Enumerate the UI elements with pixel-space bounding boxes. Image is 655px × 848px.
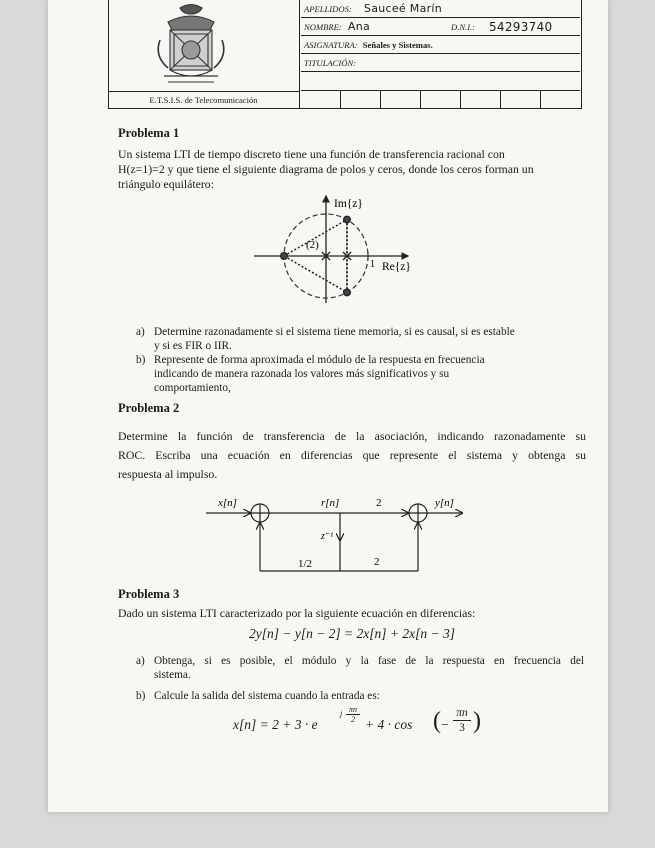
problem2-text	[118, 427, 586, 484]
problem1-item-b	[136, 353, 581, 397]
feedback-gain-label: 1/2	[298, 558, 313, 570]
problem1-title: Problema 1	[118, 126, 180, 140]
problem1-item-a	[136, 325, 581, 355]
equation-mid: + 4 · cos	[365, 717, 413, 732]
asignatura-row	[301, 36, 580, 54]
zero-marker	[281, 253, 288, 260]
pole-zero-diagram	[248, 188, 418, 308]
grade-box	[301, 91, 341, 108]
bottom-gain-label: 2	[374, 556, 380, 568]
titulacion-row	[301, 54, 580, 72]
zero-marker	[344, 216, 351, 223]
output-signal-label: y[n]	[435, 497, 454, 509]
problem3-intro: Dado un sistema LTI caracterizado por la siguiente ecuación en diferencias:	[118, 606, 476, 620]
item-text-line: sistema.	[154, 669, 191, 681]
item-text-line: Calcule la salida del sistema cuando la entrada es:	[154, 690, 380, 702]
apellidos-value: Sauceé Marín	[363, 2, 443, 15]
apellidos-row	[301, 0, 580, 18]
item-text-line: Determine razonadamente si el sistema tiene memoria, si es causal, si es estable	[154, 326, 515, 338]
problem1-intro-line: H(z=1)=2 y que tiene el siguiente diagrama de polos y ceros, donde los ceros forman un	[118, 162, 534, 176]
exam-sheet	[48, 0, 608, 812]
nombre-row	[301, 18, 580, 36]
dni-label: D.N.I.:	[451, 22, 476, 32]
delay-label: z⁻¹	[321, 531, 334, 542]
titulacion-label: TITULACIÓN:	[304, 58, 357, 68]
item-label: a)	[136, 655, 145, 667]
cos-denominator: 3	[459, 722, 465, 734]
zero-marker	[344, 289, 351, 296]
internal-signal-label: r[n]	[321, 497, 340, 509]
problem1-intro-line: triángulo equilátero:	[118, 177, 214, 191]
grade-boxes	[301, 91, 580, 108]
blank-row	[301, 72, 580, 91]
grade-box	[501, 91, 541, 108]
problem1-intro-line: Un sistema LTI de tiempo discreto tiene una función de transferencia racional con	[118, 147, 505, 161]
forward-gain-label: 2	[376, 497, 382, 509]
input-signal-equation	[233, 707, 493, 747]
asignatura-value: Señales y Sistemas.	[362, 40, 433, 50]
item-text-line: y si es FIR o IIR.	[154, 340, 232, 352]
exponent-numerator: πn	[346, 705, 360, 715]
item-label: a)	[136, 326, 145, 338]
apellidos-label: APELLIDOS:	[304, 4, 352, 14]
dni-value: 54293740	[489, 20, 553, 34]
problem2-title: Problema 2	[118, 401, 180, 415]
problem2-text-line: ROC. Escriba una ecuación en diferencias que represente el sistema y obtenga su	[118, 448, 586, 462]
pole-multiplicity-label: (2)	[306, 239, 319, 251]
problem2-text-line: Determine la función de transferencia de la asociación, indicando razonadamente su	[118, 429, 586, 443]
exponent-denominator: 2	[351, 715, 355, 724]
grade-box	[461, 91, 501, 108]
block-diagram	[198, 490, 478, 582]
item-text-line: Obtenga, si es posible, el módulo y la fase de la respuesta en frecuencia del	[154, 655, 584, 667]
close-paren: )	[473, 708, 481, 734]
cos-numerator: πn	[453, 707, 471, 721]
input-signal-label: x[n]	[218, 497, 237, 509]
problem2-text-line: respuesta al impulso.	[118, 467, 218, 481]
real-axis-label: Re{z}	[382, 261, 411, 273]
item-text-line: Represente de forma aproximada el módulo de la respuesta en frecuencia	[154, 354, 485, 366]
difference-equation: 2y[n] − y[n − 2] = 2x[n] + 2x[n − 3]	[248, 626, 456, 641]
open-paren: (	[433, 708, 441, 734]
problem1-intro	[118, 147, 588, 192]
grade-box	[421, 91, 461, 108]
asignatura-label: ASIGNATURA:	[304, 40, 358, 50]
imag-axis-label: Im{z}	[334, 198, 363, 210]
grade-box	[381, 91, 421, 108]
logo-cell	[108, 0, 300, 91]
problem3-title: Problema 3	[118, 587, 180, 601]
problem3-item-a	[136, 654, 586, 684]
institution-label: E.T.S.I.S. de Telecomunicación	[108, 91, 300, 109]
problem3-item-b	[136, 689, 586, 705]
exam-header	[108, 0, 582, 110]
minus-sign: −	[441, 717, 449, 732]
grade-box	[541, 91, 580, 108]
grade-box	[341, 91, 381, 108]
nombre-label: NOMBRE:	[304, 22, 342, 32]
item-text-line: comportamiento,	[154, 382, 231, 394]
university-crest-icon	[108, 0, 299, 91]
item-text-line: indicando de manera razonada los valores más significativos y su	[154, 368, 450, 380]
equation-lhs: x[n] = 2 + 3 · e	[233, 717, 318, 732]
nombre-value: Ana	[347, 20, 371, 33]
exponent-j: j	[340, 709, 343, 718]
item-label: b)	[136, 690, 146, 702]
unit-label: 1	[370, 259, 375, 270]
item-label: b)	[136, 354, 146, 366]
